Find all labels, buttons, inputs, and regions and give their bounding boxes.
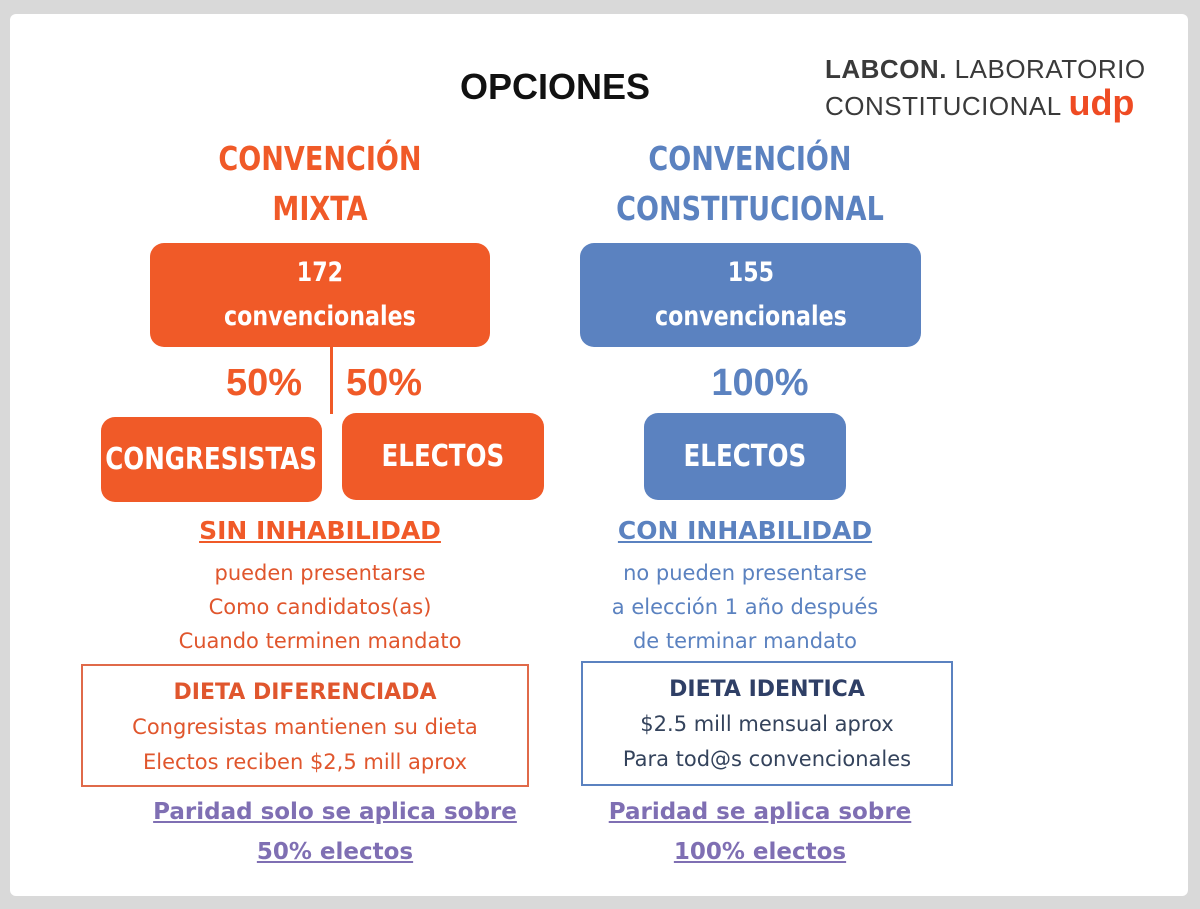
constitucional-inhabilidad-line: a elección 1 año después bbox=[611, 595, 879, 619]
constitucional-dieta-box bbox=[581, 661, 953, 786]
mixta-pct-congresistas: 50% bbox=[226, 362, 303, 404]
constitucional-inhabilidad-line: de terminar mandato bbox=[632, 629, 858, 653]
mixta-inhabilidad-line: Como candidatos(as) bbox=[208, 595, 432, 619]
mixta-dieta-line: Congresistas mantienen su dieta bbox=[132, 715, 478, 739]
mixta-inhabilidad-line: pueden presentarse bbox=[214, 561, 426, 585]
constitucional-electos-label: ELECTOS bbox=[683, 439, 807, 474]
mixta-pct-electos: 50% bbox=[346, 362, 423, 404]
logo-constitucional: CONSTITUCIONAL bbox=[825, 91, 1061, 121]
mixta-electos-label: ELECTOS bbox=[381, 439, 505, 474]
constitucional-dieta-title: DIETA IDENTICA bbox=[669, 677, 865, 702]
mixta-inhabilidad-line: Cuando terminen mandato bbox=[178, 629, 462, 653]
mixta-heading-line1: CONVENCIÓN bbox=[218, 139, 422, 178]
constitucional-total-box bbox=[580, 243, 921, 347]
mixta-congresistas-label: CONGRESISTAS bbox=[105, 442, 318, 477]
constitucional-inhabilidad-line: no pueden presentarse bbox=[623, 561, 867, 585]
constitucional-inhabilidad-title: CON INHABILIDAD bbox=[617, 516, 873, 545]
constitucional-heading-line1: CONVENCIÓN bbox=[648, 139, 852, 178]
constitucional-heading-line2: CONSTITUCIONAL bbox=[616, 189, 884, 228]
mixta-dieta-title: DIETA DIFERENCIADA bbox=[173, 680, 437, 705]
page-title: OPCIONES bbox=[459, 66, 651, 107]
logo-labcon: LABCON. bbox=[825, 54, 947, 84]
constitucional-dieta-line: $2.5 mill mensual aprox bbox=[640, 712, 894, 736]
mixta-inhabilidad-title: SIN INHABILIDAD bbox=[199, 516, 441, 545]
constitucional-pct: 100% bbox=[711, 362, 809, 404]
mixta-electos-box bbox=[342, 413, 544, 500]
constitucional-paridad-line: 100% electos bbox=[673, 839, 847, 865]
constitucional-inhabilidad-text bbox=[525, 556, 965, 658]
mixta-paridad-line: Paridad solo se aplica sobre bbox=[153, 799, 517, 825]
logo-udp: udp bbox=[1068, 82, 1135, 123]
mixta-heading bbox=[197, 134, 443, 234]
constitucional-dieta-line: Para tod@s convencionales bbox=[622, 747, 912, 771]
mixta-dieta-line: Electos reciben $2,5 mill aprox bbox=[142, 750, 468, 774]
split-divider-line bbox=[330, 347, 333, 414]
constitucional-paridad-line: Paridad se aplica sobre bbox=[608, 799, 912, 825]
mixta-total-number: 172 bbox=[296, 257, 344, 288]
mixta-heading-line2: MIXTA bbox=[272, 189, 368, 228]
logo-laboratorio: LABORATORIO bbox=[954, 54, 1146, 84]
mixta-inhabilidad-text bbox=[100, 556, 540, 658]
mixta-total-label: convencionales bbox=[224, 301, 416, 332]
constitucional-total-number: 155 bbox=[727, 257, 774, 288]
constitucional-paridad bbox=[535, 792, 985, 872]
labcon-udp-logo bbox=[825, 52, 1185, 123]
constitucional-total-label: convencionales bbox=[654, 301, 847, 332]
mixta-paridad-line: 50% electos bbox=[256, 839, 414, 865]
constitucional-electos-box bbox=[644, 413, 846, 500]
constitucional-heading bbox=[611, 134, 890, 234]
mixta-paridad bbox=[110, 792, 560, 872]
mixta-total-box bbox=[150, 243, 490, 347]
mixta-dieta-box bbox=[81, 664, 529, 787]
mixta-congresistas-box bbox=[101, 417, 322, 502]
